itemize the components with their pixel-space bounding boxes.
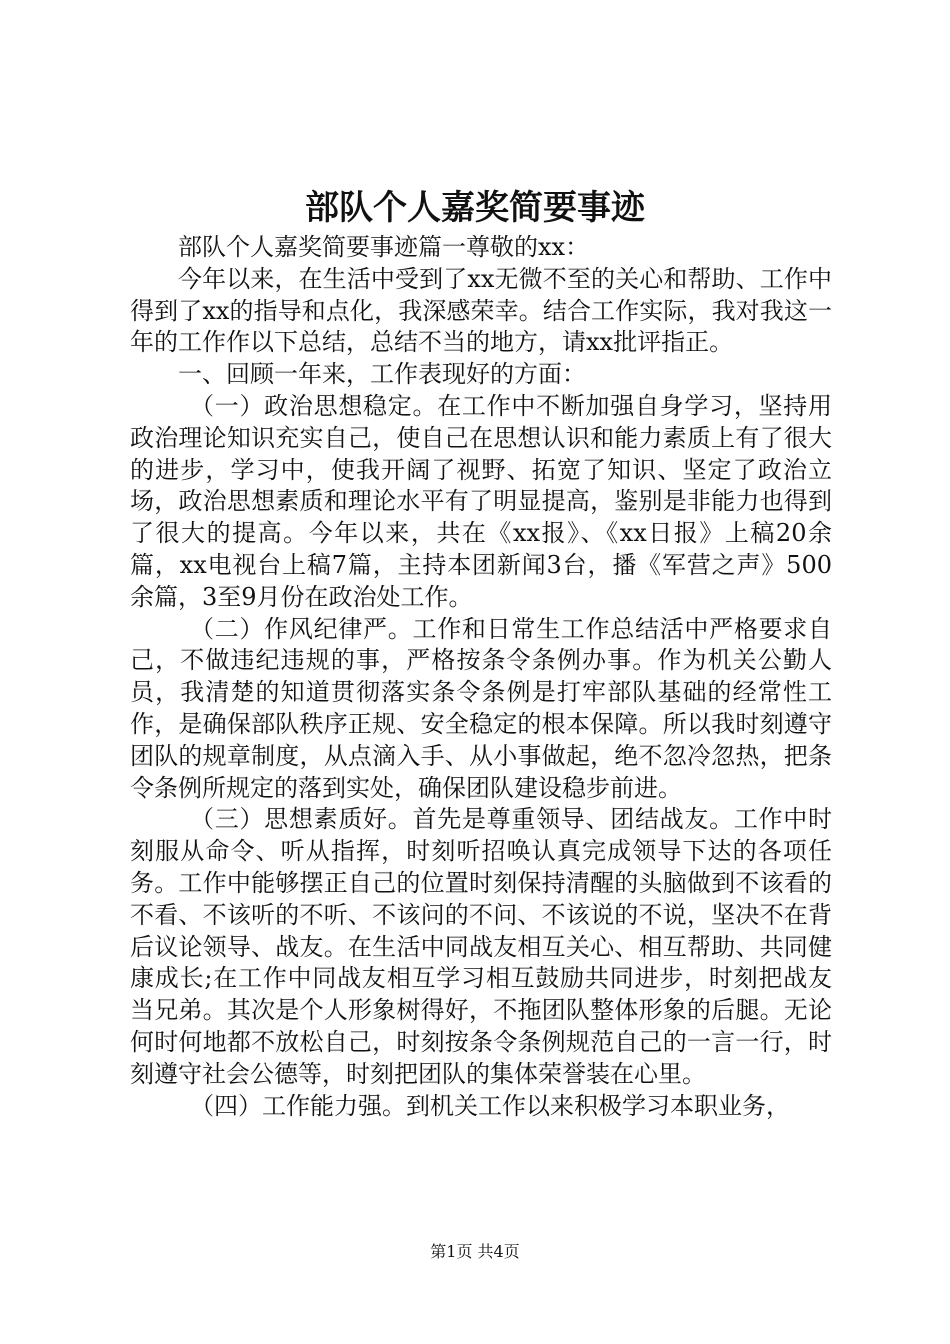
paragraph-item-2: （二）作风纪律严。工作和日常生工作总结活中严格要求自己，不做违纪违规的事，严格按条令条例办事。作为机关公勤人员，我清楚的知道贯彻落实条令条例是打牢部队基础的经常性工作，是确保部队秩序正规、安全稳定的根本保障。所以我时刻遵守团队的规章制度，从点滴入手、从小事做起，绝不忽冷忽热，把条令条例所规定的落到实处，确保团队建设稳步前进。 xyxy=(130,614,832,802)
paragraph-salutation: 部队个人嘉奖简要事迹篇一尊敬的xx： xyxy=(178,233,590,261)
paragraph-section-heading: 一、回顾一年来，工作表现好的方面： xyxy=(178,360,586,389)
page-number-footer: 第1页 共4页 xyxy=(430,1242,520,1261)
document-title: 部队个人嘉奖简要事迹 xyxy=(305,188,645,228)
paragraph-intro: 今年以来，在生活中受到了xx无微不至的关心和帮助、工作中得到了xx的指导和点化，我深感荣幸。结合工作实际，我对我这一年的工作作以下总结，总结不当的地方，请xx批评指正。 xyxy=(130,264,832,357)
document-body xyxy=(130,232,832,1122)
paragraph-item-1: （一）政治思想稳定。在工作中不断加强自身学习，坚持用政治理论知识充实自己，使自己在思想认识和能力素质上有了很大的进步，学习中，使我开阔了视野、拓宽了知识、坚定了政治立场，政治思想素质和理论水平有了明显提高，鉴别是非能力也得到了很大的提高。今年以来，共在《xx报》、《xx日报》上稿20余篇，xx电视台上稿7篇，主持本团新闻3台，播《军营之声》500余篇，3至9月份在政治处工作。 xyxy=(130,391,832,611)
paragraph-item-3: （三）思想素质好。首先是尊重领导、团结战友。工作中时刻服从命令、听从指挥，时刻听招唤认真完成领导下达的各项任务。工作中能够摆正自己的位置时刻保持清醒的头脑做到不该看的不看、不该听的不听、不该问的不问、不该说的不说，坚决不在背后议论领导、战友。在生活中同战友相互关心、相互帮助、共同健康成长;在工作中同战友相互学习相互鼓励共同进步，时刻把战友当兄弟。其次是个人形象树得好，不拖团队整体形象的后腿。无论何时何地都不放松自己，时刻按条令条例规范自己的一言一行，时刻遵守社会公德等，时刻把团队的集体荣誉装在心里。 xyxy=(130,805,832,1088)
paragraph-item-4: （四）工作能力强。到机关工作以来积极学习本职业务， xyxy=(190,1091,790,1120)
